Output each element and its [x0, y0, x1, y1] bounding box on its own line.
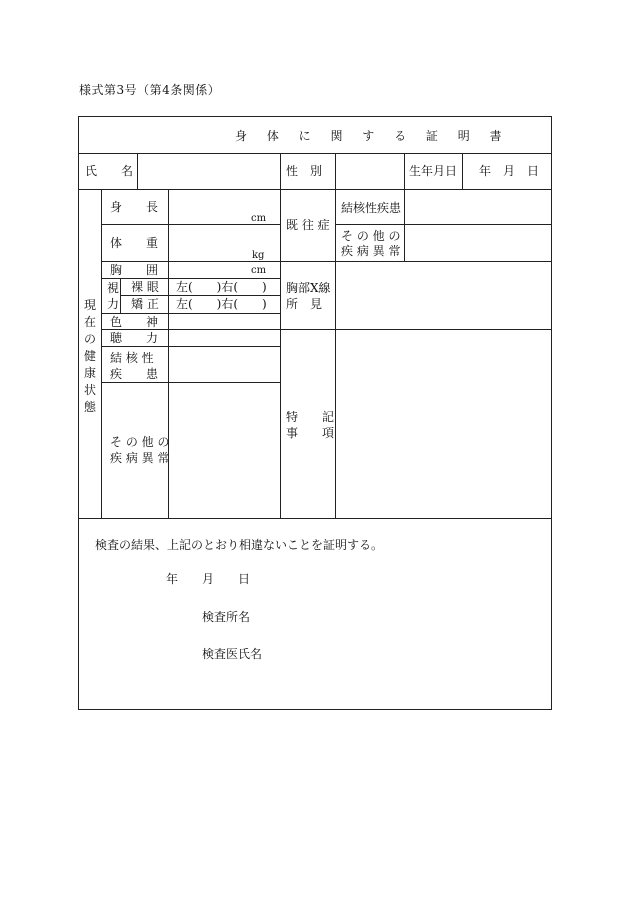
remarks-label: 特 記 事 項: [286, 410, 335, 440]
dob-field[interactable]: 年 月 日: [479, 164, 540, 178]
certification-date[interactable]: 年 月 日: [166, 572, 251, 586]
divider: [101, 189, 102, 518]
divider: [79, 518, 551, 519]
divider: [280, 261, 551, 262]
divider: [101, 313, 280, 314]
current-health-label: 現 在 の 健 康 状 態: [84, 298, 97, 414]
doctor-label: 検査医氏名: [202, 647, 263, 661]
history-tb-label: 結核性疾患: [341, 201, 402, 215]
gender-field[interactable]: [336, 154, 403, 188]
tuberculosis-label: 結 核 性 疾 患: [110, 351, 159, 381]
chest-unit: cm: [251, 265, 267, 276]
divider: [120, 295, 280, 296]
chest-xray-label: 胸部X線 所 見: [286, 281, 331, 311]
divider: [101, 346, 280, 347]
divider: [280, 329, 551, 330]
height-unit: cm: [251, 213, 267, 224]
divider: [101, 329, 280, 330]
name-field[interactable]: [138, 154, 279, 188]
divider: [280, 153, 281, 189]
history-other-label: そ の 他 の 疾 病 異 常: [341, 229, 401, 258]
divider: [101, 382, 280, 383]
history-label: 既 往 症: [286, 218, 330, 232]
chest-label: 胸 囲: [110, 263, 159, 277]
divider: [404, 189, 405, 261]
divider: [79, 189, 551, 190]
corrected-value[interactable]: 左( )右( ): [176, 297, 267, 311]
divider: [404, 153, 405, 189]
corrected-label: 矯 正: [131, 297, 159, 311]
hearing-label: 聴 力: [110, 331, 159, 345]
dob-label: 生年月日: [409, 164, 458, 178]
color-vision-label: 色 神: [110, 315, 159, 329]
weight-unit: kg: [252, 250, 265, 261]
divider: [101, 278, 280, 279]
divider: [168, 189, 169, 518]
form-number: 様式第3号（第4条関係）: [79, 83, 221, 97]
vision-label: 視 力: [107, 281, 120, 311]
gender-label: 性 別: [286, 164, 323, 178]
certification-statement: 検査の結果、上記のとおり相違ないことを証明する。: [95, 538, 384, 552]
divider: [462, 153, 463, 189]
document-title: 身 体 に 関 す る 証 明 書: [235, 129, 510, 143]
naked-eye-value[interactable]: 左( )右( ): [176, 280, 267, 294]
weight-label: 体 重: [110, 236, 159, 250]
height-label: 身 長: [110, 200, 159, 214]
divider: [335, 224, 551, 225]
divider: [280, 189, 281, 518]
facility-label: 検査所名: [202, 610, 251, 624]
certificate-table: [78, 116, 552, 710]
other-disease-label: そ の 他 の 疾 病 異 常: [110, 435, 170, 465]
naked-eye-label: 裸 眼: [131, 280, 159, 294]
divider: [335, 189, 336, 518]
name-label: 氏 名: [85, 164, 134, 178]
